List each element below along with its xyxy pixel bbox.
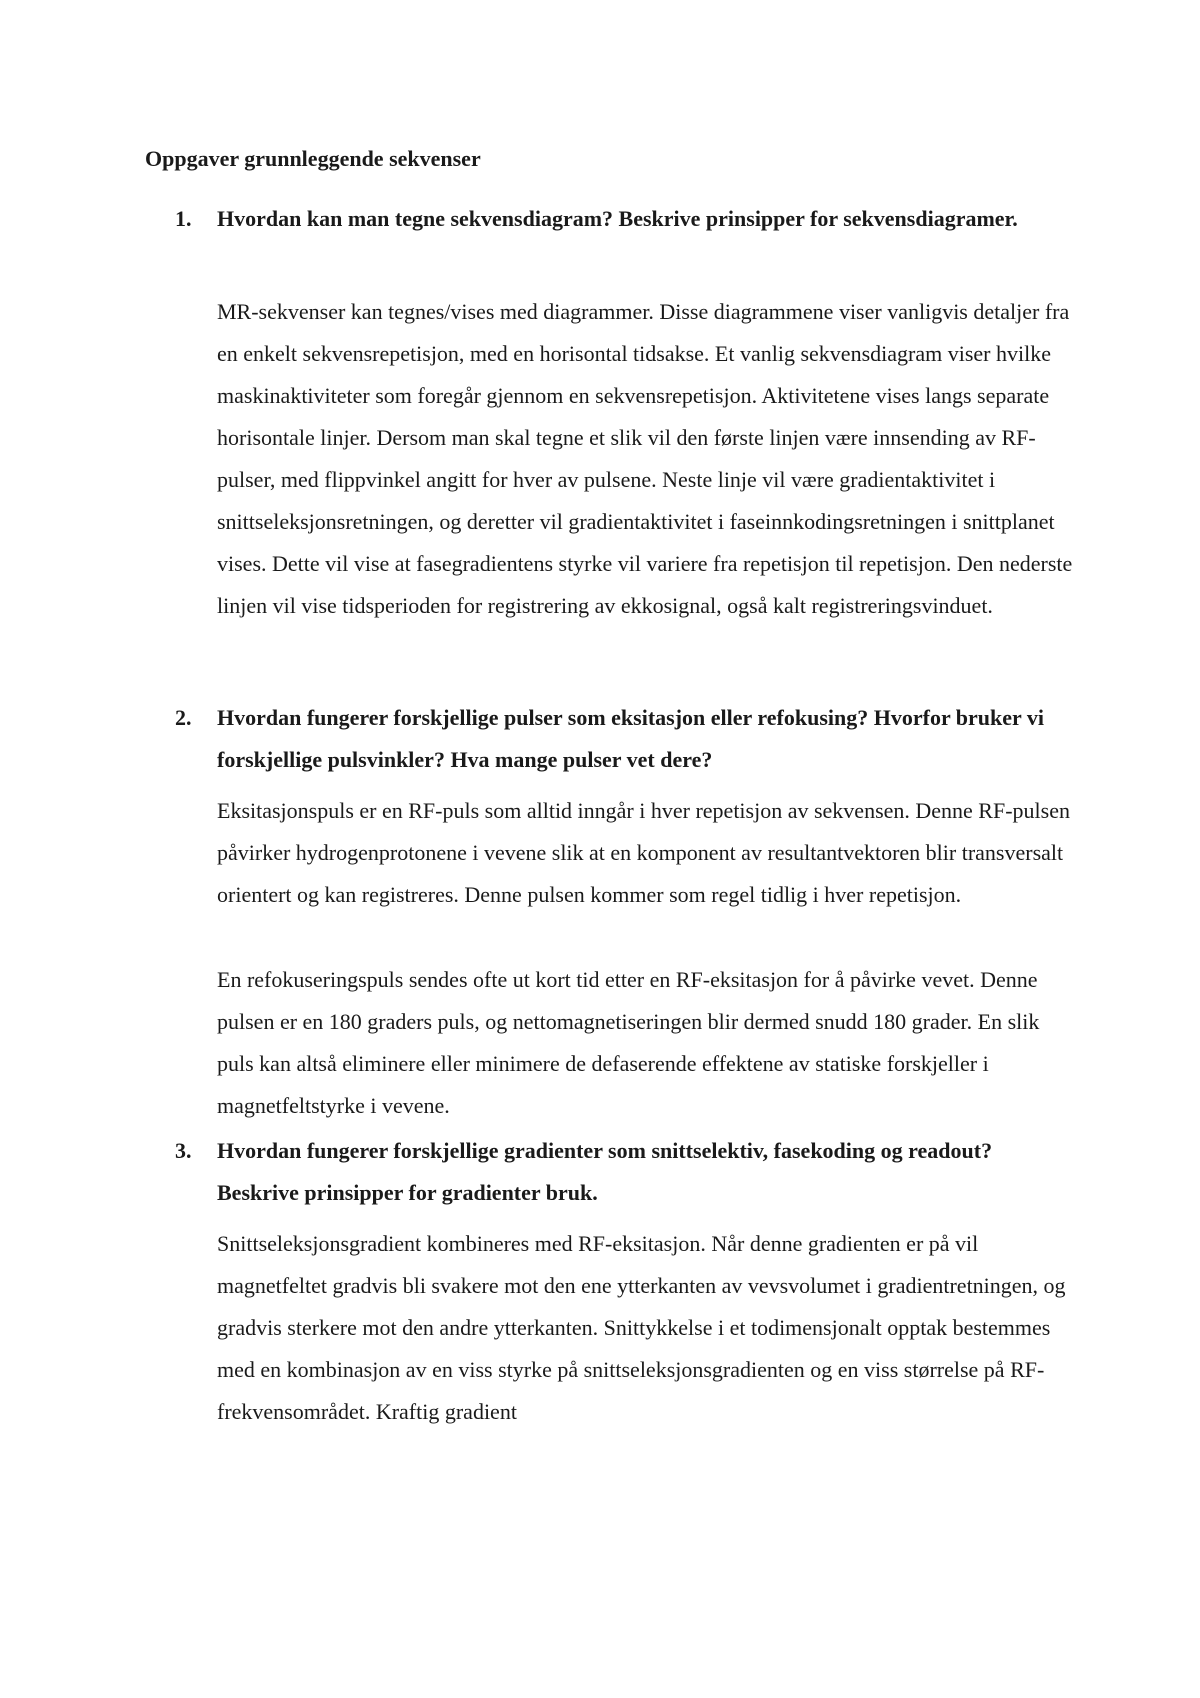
question-text: Hvordan fungerer forskjellige pulser som eksitasjon eller refokusing? Hvorfor bruker vi forskjellige pulsvinkler? Hva mange pulser vet dere? (217, 705, 1045, 772)
question-3 (145, 1130, 1065, 1214)
answer-paragraph: Eksitasjonspuls er en RF-puls som alltid inngår i hver repetisjon av sekvensen. Denne RF-pulsen påvirker hydrogenprotonene i vevene slik at en komponent av resultantvektoren blir transversalt orientert og kan registreres. Denne pulsen kommer som regel tidlig i hver repetisjon. (217, 798, 1070, 907)
question-number: 3. (175, 1138, 192, 1163)
question-text: Hvordan kan man tegne sekvensdiagram? Beskrive prinsipper for sekvensdiagramer. (217, 206, 1018, 231)
question-number: 2. (175, 705, 192, 730)
question-number: 1. (175, 206, 192, 231)
answer-paragraph: MR-sekvenser kan tegnes/vises med diagrammer. Disse diagrammene viser vanligvis detaljer fra en enkelt sekvensrepetisjon, med en horisontal tidsakse. Et vanlig sekvensdiagram viser hvilke maskinaktiviteter som foregår gjennom en sekvensrepetisjon. Aktivitetene vises langs separate horisontale linjer. Dersom man skal tegne et slik vil den første linjen være innsending av RF-pulser, med flippvinkel angitt for hver av pulsene. Neste linje vil være gradientaktivitet i snittseleksjonsretningen, og deretter vil gradientaktivitet i faseinnkodingsretningen i snittplanet vises. Dette vil vise at fasegradientens styrke vil variere fra repetisjon til repetisjon. Den nederste linjen vil vise tidsperioden for registrering av ekkosignal, også kalt registreringsvinduet. (217, 299, 1073, 618)
answer-paragraph: En refokuseringspuls sendes ofte ut kort tid etter en RF-eksitasjon for å påvirke vevet. Denne pulsen er en 180 graders puls, og nettomagnetiseringen blir dermed snudd 180 grader. En slik puls kan altså eliminere eller minimere de defaserende effektene av statiske forskjeller i magnetfeltstyrke i vevene. (217, 967, 1040, 1118)
question-1 (145, 198, 1065, 240)
question-2 (145, 697, 1065, 781)
document-title: Oppgaver grunnleggende sekvenser (145, 146, 481, 171)
answer-paragraph: Snittseleksjonsgradient kombineres med RF-eksitasjon. Når denne gradienten er på vil magnetfeltet gradvis bli svakere mot den ene ytterkanten av vevsvolumet i gradientretningen, og gradvis sterkere mot den andre ytterkanten. Snittykkelse i et todimensjonalt opptak bestemmes med en kombinasjon av en viss styrke på snittseleksjonsgradienten og en viss størrelse på RF-frekvensområdet. Kraftig gradient (217, 1231, 1066, 1424)
question-text: Hvordan fungerer forskjellige gradienter som snittselektiv, fasekoding og readout? Beskrive prinsipper for gradienter bruk. (217, 1138, 993, 1205)
